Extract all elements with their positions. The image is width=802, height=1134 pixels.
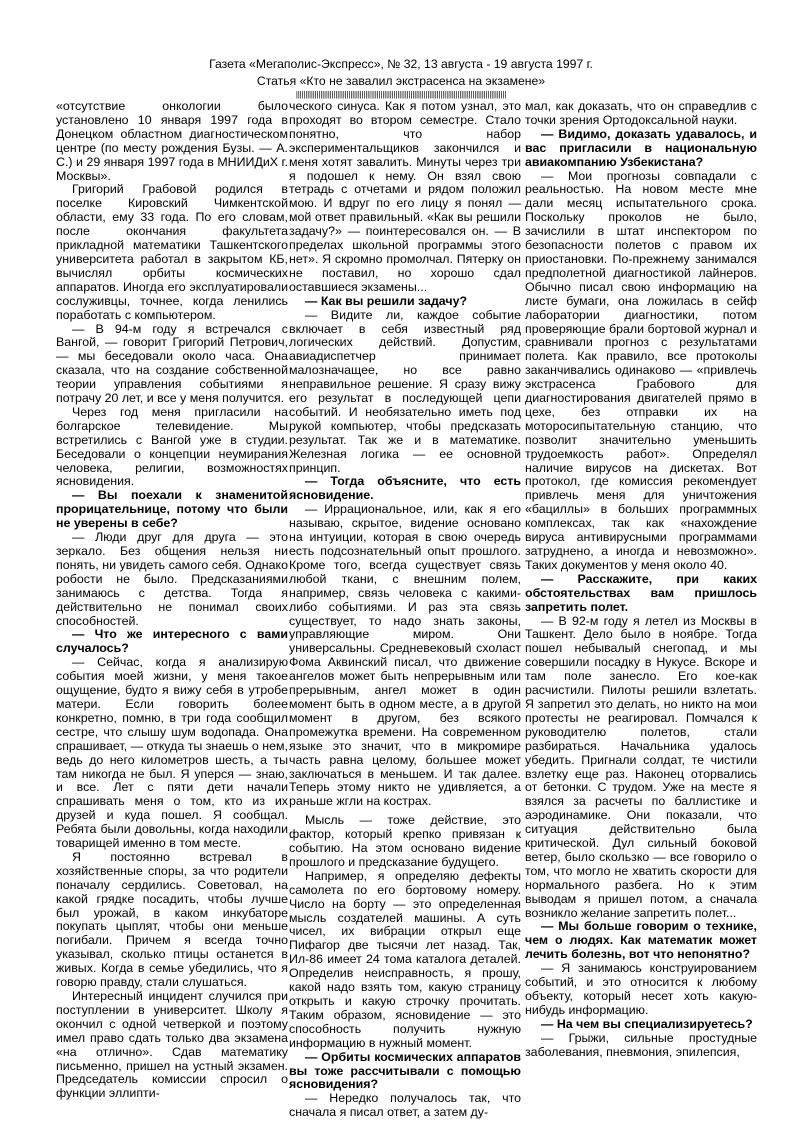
interview-question: — Мы больше говорим о технике, чем о людях. Как математик может лечить болезнь, вот что непонятно? [525, 919, 757, 962]
paragraph: — Видите ли, каждое событие включает в себя известный ряд логических действий. Допустим, авиадиспетчер принимает малозначащее, но все равно неправильное решение. Я сразу вижу его результат в последующей цепи событий. И необязательно иметь под рукой компьютер, чтобы предсказать результат. Так же и в математике. Железная логика — ее основной принцип. [289, 307, 521, 475]
paragraph: — В 94-м году я встречался с Вангой, — говорит Григорий Петрович, — мы беседовали около часа. Она сказала, что на создание собственной теории управления событиями я потрачу 20 лет, и все у меня получится. [56, 321, 288, 406]
paragraph-continued: мал, как доказать, что он справедлив с точки зрения Ортодоксальной науки. [525, 99, 757, 127]
interview-question: — Как вы решили задачу? [305, 293, 468, 308]
paragraph: — Иррациональное, или, как я его называю, скрытое, видение основано на интуиции, которая в свою очередь есть подсознательный опыт прошлого. Кроме того, всегда существует связь любой ткани, с внешним полем, например, связь человека с какими-либо событиями. И раз эта связь существует, то надо знать законы, управляющие миром. Они универсальны. Средневековый схоласт Фома Аквинский писал, что движение ангелов может быть непрерывным или прерывным, ангел может в один момент быть в одном месте, а в другой момент в другом, без всякого промежутка времени. На современном языке это значит, что в микромире часть равна целому, большее может заключаться в меньшем. И так далее. Теперь этому никто не удивляется, а раньше жгли на кострах. [289, 502, 521, 809]
paragraph: Интересный инцидент случился при поступлении в университет. Школу я окончил с одной четверкой и поэтому имел право сдать только два экзамена «на отлично». Сдав математику письменно, пришел на устный экзамен. Председатель комиссии спросил о функции эллипти- [56, 989, 288, 1101]
interview-question: — Что же интересного с вами случалось? [56, 627, 288, 656]
paragraph: — Люди друг для друга — это зеркало. Без общения нельзя ни понять, ни увидеть самого себя. Однако робости не было. Предсказаниями занимаюсь с детства. Тогда я действительно не понимал своих способностей. [56, 530, 288, 628]
paragraph: Например, я определяю дефекты самолета по его бортовому номеру. Число на борту — это определенная мысль создателей машины. А суть чисел, их вибрации открыл еще Пифагор две тысячи лет назад. Так, Ил-86 имеет 24 тома каталога деталей. Определив неисправность, я прошу, какой надо взять том, какую страницу открыть и какую строчку прочитать. Таким образом, ясновидение — это способность получить нужную информацию в нужный момент. [289, 868, 521, 1050]
text-column-3 [525, 100, 757, 1060]
paragraph: Григорий Грабовой родился в поселке Кировский Чимкентской области, ему 33 года. По его словам, после окончания факультета прикладной математики Ташкентского университета работал в закрытом КБ, вычислял орбиты космических аппаратов. Иногда его эксплуатировали сослуживцы, точнее, когда ленились поработать с компьютером. [56, 182, 288, 322]
paragraph: Через год меня пригласили на болгарское телевидение. Мы встретились с Вангой уже в студии. Беседовали о концепции неумирания человека, религии, возможностях ясновидения. [56, 404, 288, 489]
separator-bar: |||||||||||||||||||||||||||||||||||||||||||||||||||||||||||||||||||||||||||||||||||||||||||||||||||||||||||||||| [295, 90, 507, 99]
paragraph: — Я занимаюсь конструированием событий, и это относится к любому объекту, который несет хоть какую-нибудь информацию. [525, 961, 757, 1017]
paragraph-continued: ческого синуса. Как я потом узнал, это проходят во втором семестре. Стало понятно, что набор экспериментальщиков закончился и меня хотят завалить. Минуты через три я подошел к нему. Он взял свою тетрадь с отчетами и рядом положил мою. И вдруг по его лицу я понял — мой ответ правильный. «Как вы решили задачу?» — поинтересовался он. — В пределах школьной программы этого нет». Я скромно промолчал. Пятерку он не поставил, но хорошо сдал оставшиеся экзамены... [289, 99, 521, 294]
article-title: Статья «Кто не завалил экстрасенса на экзамене» [256, 74, 546, 88]
interview-question: — Тогда объясните, что есть ясновидение. [289, 474, 521, 503]
interview-question: — Видимо, доказать удавалось, и вас пригласили в национальную авиакомпанию Узбекистана? [525, 126, 757, 169]
text-column-1 [56, 100, 288, 1101]
paragraph: — Грыжи, сильные простудные заболевания, пневмония, эпилепсия, [525, 1030, 757, 1059]
text-column-2 [289, 100, 521, 1120]
paragraph: — Мои прогнозы совпадали с реальностью. На новом месте мне дали месяц испытательного срока. Поскольку проколов не было, зачислили в штат инспектором по безопасности полетов с правом их приостановки. По-прежнему занимался предполетной диагностикой лайнеров. Обычно писал свою информацию на листе бумаги, она ложилась в сейф лаборатории диагностики, потом проверяющие брали бортовой журнал и сравнивали прогноз с результатами полета. Как правило, все протоколы заканчивались одинаково — «привлечь экстрасенса Грабового для диагностирования двигателей прямо в цехе, без отправки их на моторосипытательную станцию, что позволит значительно уменьшить трудоемкость работ». Определял наличие вирусов на дискетах. Вот протокол, где комиссия рекомендует привлечь меня для уничтожения «бациллы» в больших программных комплексах, так как «нахождение вируса антивирусными программами затруднено, а иногда и невозможно». Таких документов у меня около 40. [525, 168, 757, 572]
paragraph: — В 92-м году я летел из Москвы в Ташкент. Дело было в ноябре. Тогда пошел небывалый снегопад, и мы совершили посадку в Нукусе. Вскоре и там поле занесло. Его кое-как расчистили. Пилоты решили взлетать. Я запретил это делать, но никто на мои протесты не реагировал. Помчался к руководителю полетов, стали разбираться. Начальника удалось убедить. Пригнали солдат, те чистили взлетку еще раз. Наконец оторвались от бетонки. С трудом. Уже на месте я взялся за расчеты по баллистике и аэродинамике. Они показали, что ситуация действительно была критической. Дул сильный боковой ветер, было скользко — все говорило о том, что могло не хватить скорости для нормального разбега. Но к этим выводам я пришел потом, а сначала возникло желание запретить полет... [525, 613, 757, 920]
newspaper-source: Газета «Мегаполис-Экспресс», № 32, 13 августа - 19 августа 1997 г. [209, 57, 593, 71]
paragraph: — Сейчас, когда я анализирую события моей жизни, у меня такое ощущение, будто я вижу себя в утробе матери. Если говорить более конкретно, помню, в три года сообщил сестре, что слышу шум водопада. Она спрашивает, — откуда ты знаешь о нем, ведь до него километров шесть, а ты там никогда не был. Я уперся — знаю, и все. Лет с пяти дети начали спрашивать меня о том, кто из их друзей и куда пошел. Я сообщал. Ребята были довольны, когда находили товарищей именно в том месте. [56, 655, 288, 851]
page-header [0, 56, 802, 100]
interview-question: — Расскажите, при каких обстоятельствах вам пришлось запретить полет. [525, 571, 757, 614]
interview-question: — Орбиты космических аппаратов вы тоже рассчитывали с помощью ясновидения? [289, 1049, 521, 1092]
paragraph-continued: «отсутствие онкологии было установлено 10 января 1997 года в Донецком областном диагностическом центре (по месту рождения Бузы. — А. С.) и 29 января 1997 года в МНИИДиХ г. Москвы». [56, 99, 288, 183]
paragraph: Мысль — тоже действие, это фактор, который крепко привязан к событию. На этом основано видение прошлого и предсказание будущего. [289, 813, 521, 869]
paragraph: Я постоянно встревал в хозяйственные споры, за что родители поначалу сердились. Советовал, на какой грядке посадить, чтобы лучше был урожай, в каком инкубаторе покупать цыплят, чтобы они меньше погибали. Причем я всегда точно указывал, сколько птицы останется в живых. Когда в семье убедились, что я говорю правду, стали слушаться. [56, 849, 288, 990]
interview-question: — Вы поехали к знаменитой прорицательнице, потому что были не уверены в себе? [56, 488, 288, 531]
interview-question: — На чем вы специализируетесь? [541, 1016, 753, 1031]
paragraph: — Нередко получалось так, что сначала я писал ответ, а затем ду- [289, 1091, 521, 1120]
